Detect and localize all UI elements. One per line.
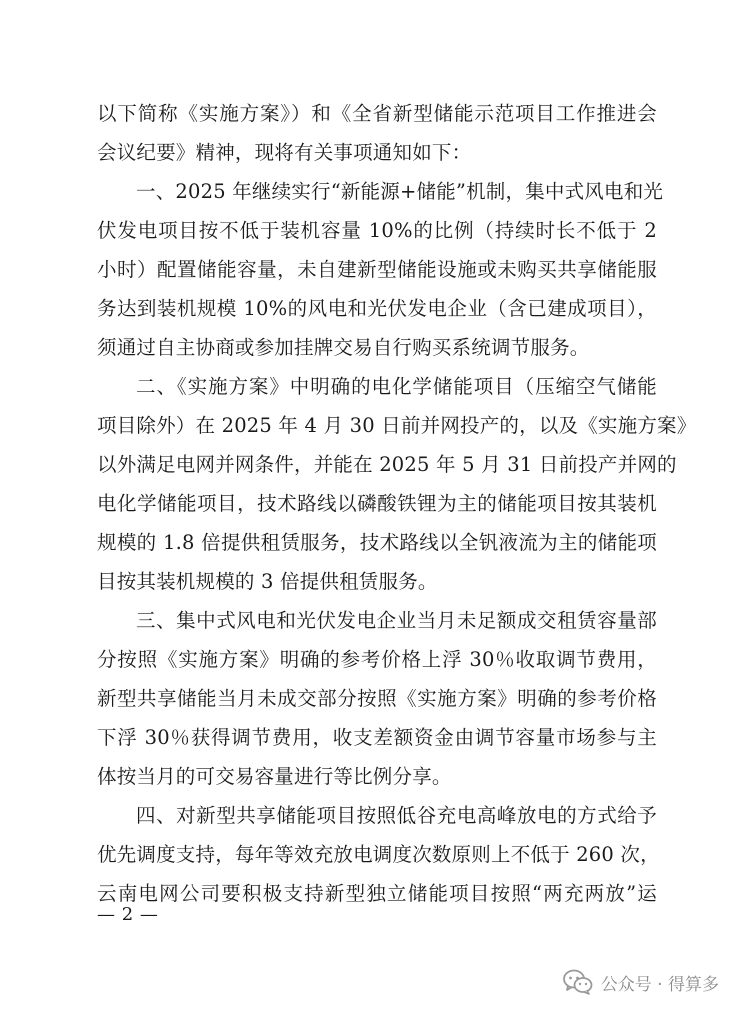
wechat-icon <box>563 969 593 995</box>
text-line-14: 三、集中式风电和光伏发电企业当月未足额成交租赁容量部 <box>136 609 657 632</box>
text-line-15: 分按照《实施方案》明确的参考价格上浮 30％收取调节费用， <box>97 648 657 671</box>
text-line-3: 一、2025 年继续实行“新能源+储能”机制，集中式风电和光 <box>136 180 664 203</box>
text-line-9: 项目除外）在 2025 年 4 月 30 日前并网投产的，以及《实施方案》 <box>97 414 697 437</box>
text-line-10: 以外满足电网并网条件，并能在 2025 年 5 月 31 日前投产并网的 <box>97 453 677 476</box>
text-line-6: 务达到装机规模 10%的风电和光伏发电企业（含已建成项目）， <box>97 297 657 320</box>
text-line-18: 体按当月的可交易容量进行等比例分享。 <box>97 765 452 788</box>
text-line-4: 伏发电项目按不低于装机容量 10%的比例（持续时长不低于 2 <box>97 219 657 242</box>
text-line-17: 下浮 30％获得调节费用，收支差额资金由调节容量市场参与主 <box>97 726 657 749</box>
text-line-8: 二、《实施方案》中明确的电化学储能项目（压缩空气储能 <box>136 375 657 398</box>
text-line-5: 小时）配置储能容量，未自建新型储能设施或未购买共享储能服 <box>97 258 657 281</box>
text-line-1: 以下简称《实施方案》）和《全省新型储能示范项目工作推进会 <box>97 102 657 125</box>
text-line-19: 四、对新型共享储能项目按照低谷充电高峰放电的方式给予 <box>136 804 657 827</box>
text-line-11: 电化学储能项目，技术路线以磷酸铁锂为主的储能项目按其装机 <box>97 492 657 515</box>
text-line-12: 规模的 1.8 倍提供租赁服务，技术路线以全钒液流为主的储能项 <box>97 531 657 554</box>
watermark-text: 公众号 · 得算多 <box>600 974 719 995</box>
text-line-20: 优先调度支持，每年等效充放电调度次数原则上不低于 260 次， <box>97 843 660 866</box>
text-line-7: 须通过自主协商或参加挂牌交易自行购买系统调节服务。 <box>97 336 590 359</box>
page-number: — 2 — <box>97 904 159 925</box>
text-line-13: 目按其装机规模的 3 倍提供租赁服务。 <box>97 570 438 593</box>
text-line-21: 云南电网公司要积极支持新型独立储能项目按照“两充两放”运 <box>97 882 657 905</box>
text-line-2: 会议纪要》精神，现将有关事项通知如下： <box>97 141 472 164</box>
text-line-16: 新型共享储能当月未成交部分按照《实施方案》明确的参考价格 <box>97 687 657 710</box>
watermark <box>563 966 719 998</box>
